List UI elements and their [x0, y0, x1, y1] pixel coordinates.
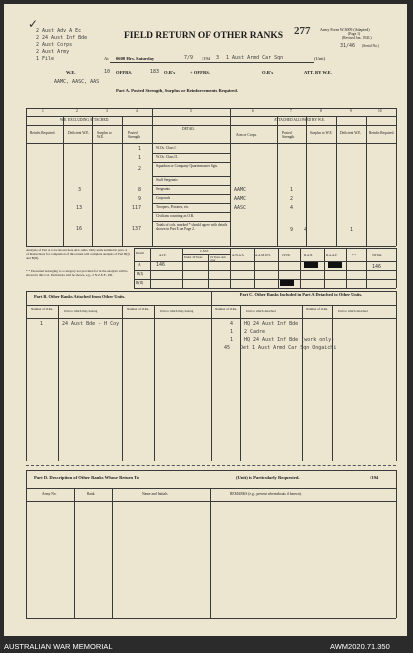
redaction-block-1	[304, 262, 318, 268]
left-col-deficient: Deficient W.E.	[68, 131, 90, 135]
right-col-posted: Posted Strength.	[282, 131, 296, 139]
pb-col-unit-1: Unit to which they belong	[64, 309, 98, 313]
revised-label: (Revised Jan. 1943.)	[342, 36, 372, 40]
addressee-2: 2 24 Aust Inf Bde	[36, 35, 88, 41]
tear-line	[26, 465, 396, 466]
pd-col-rank: Rank	[87, 492, 95, 496]
detail-sqms: Squadron or Company Quartermaster Sgts.	[156, 164, 218, 168]
posted-tprs: 117	[132, 205, 142, 211]
an-col-detail: Detail	[136, 251, 144, 255]
detail-totals: Totals of cols. marked * should agree with details shown in Part E on Page 2.	[156, 223, 228, 231]
pb-row-no: 1	[40, 321, 44, 327]
pd-col-name: Name and Initials	[142, 492, 168, 496]
part-d-title: Part D. Description of Other Ranks Whose Return To	[34, 475, 140, 480]
pb-col-no-2: Number of O.Rs.	[127, 307, 149, 311]
unit-name-typed: 1 Aust Armd Car Sqn	[226, 55, 284, 61]
stamp-number: 277	[294, 25, 311, 37]
an-col-aamws: A.A.M.W.S.	[255, 253, 271, 257]
col-num-8: 8	[320, 109, 322, 113]
pd-col-remarks: REMARKS (e.g., present whereabouts if known).	[230, 492, 302, 496]
we-excl-header: W.E. EXCLUDING ATTACHED.	[60, 118, 110, 122]
we-sgt: 3	[78, 187, 82, 193]
pd-col-armyno: Army No.	[42, 492, 57, 496]
pc-row-2-unit: 2 Cadre	[244, 329, 266, 335]
an-cmf: C.M.F.	[200, 249, 209, 253]
date-typed: 7/9	[184, 55, 194, 61]
pb-col-unit-2: Unit to which they belong	[160, 309, 194, 313]
at-label: At	[104, 56, 109, 61]
col-num-1: 1	[42, 109, 44, 113]
right-col-reinfts: Reinfts Required.	[369, 131, 395, 135]
pb-col-no-1: Number of O.Rs.	[31, 307, 53, 311]
an-col-aif: A.I.F.	[159, 253, 167, 257]
pb-row-unit: 24 Aust Bde - H Coy	[62, 321, 120, 327]
we-totals: 16	[76, 226, 83, 232]
posted-sgt: 8	[138, 187, 142, 193]
hrs-label: 0600 Hrs. Saturday	[116, 56, 155, 61]
detail-sgt: Sergeants	[156, 187, 170, 191]
left-col-posted: Posted Strength	[128, 131, 141, 139]
left-col-surplus: Surplus to W.E.	[97, 131, 112, 139]
detail-header: DETAIL	[182, 127, 195, 131]
pc-row-3-no: 1	[230, 337, 234, 343]
pc-row-4-no: 45	[224, 345, 231, 351]
footer-left: AUSTRALIAN WAR MEMORIAL	[4, 642, 113, 651]
an-col-total: TOTAL	[372, 253, 383, 257]
analysis-note-2: * * Personnel belonging to a category not provided for in the analysis will be shown in this Col. Particulars will be shown, e.g., 2 N.Z.E.F., P.R.	[26, 269, 128, 277]
pc-row-4-unit: Det 1 Aust Armd Car Sqn Ongaichi	[240, 345, 337, 351]
an-col-awas: A.W.A.S.	[232, 253, 245, 257]
col-num-4: 4	[136, 109, 138, 113]
att-allowed-header: ATTACHED ALLOWED BY W.E.	[274, 118, 325, 122]
ors2-label: O.R's	[262, 70, 274, 75]
right-col-arm: Arm or Corps.	[236, 133, 257, 137]
right-col-surplus: Surplus to W.E.	[310, 131, 333, 135]
pc-col-unit-1: Unit to which detached	[246, 309, 276, 313]
att-posted-1: 1	[290, 187, 294, 193]
we-tprs: 13	[76, 205, 83, 211]
an-col-ran: R.A.N.	[304, 253, 314, 257]
left-col-reinfts: Reinfts Required.	[30, 131, 56, 135]
att-deficient-5: 1	[350, 227, 354, 233]
detail-civ: Civilians counting as O.R.	[156, 214, 195, 218]
part-b-title: Part B. Other Ranks Attached from Other Units.	[34, 294, 126, 299]
detail-cpl: Corporals	[156, 196, 171, 200]
part-d-date: /194	[370, 475, 379, 480]
col-num-2: 2	[76, 109, 78, 113]
an-row-b2: B(II)	[136, 281, 144, 285]
we-ors-typed: 183	[150, 69, 160, 75]
we-offrs-typed: 10	[104, 69, 111, 75]
detail-tprs: Troopers, Privates, etc.	[156, 205, 190, 209]
we-label: W.E.	[66, 70, 76, 75]
an-row-b1: B(I)	[137, 272, 143, 276]
col-num-9: 9	[350, 109, 352, 113]
col-num-5: 5	[190, 109, 192, 113]
col-num-3: 3	[106, 109, 108, 113]
an-col-star: * *	[352, 253, 356, 257]
posted-sqms: 2	[138, 166, 142, 172]
att-posted-2: 2	[290, 196, 294, 202]
pc-col-no-1: Number of O.Rs.	[215, 307, 237, 311]
addressee-3: 2 Aust Corps	[36, 42, 73, 48]
addressee-4: 2 Aust Army	[36, 49, 70, 55]
right-col-deficient: Deficient W.E.	[340, 131, 362, 135]
posted-wo1: 1	[138, 146, 142, 152]
ors-label: O.R's	[164, 70, 176, 75]
att-arm-1: AAMC	[234, 187, 247, 193]
an-row-a: A	[138, 263, 141, 267]
pc-row-2-no: 1	[230, 329, 234, 335]
redaction-block-3	[280, 280, 294, 286]
serial-number: 31/46	[340, 43, 356, 49]
pc-row-1-no: 4	[230, 321, 234, 327]
unit-label: (Unit)	[314, 56, 326, 61]
redaction-block-2	[328, 262, 342, 268]
serial-label: (Serial No.)	[362, 44, 379, 48]
addressee-5: 1 File	[36, 56, 55, 62]
part-c-title: Part C. Other Ranks Included in Part A Detached to Other Units.	[239, 292, 363, 297]
att-posted-3: 4	[290, 205, 294, 211]
year-label: /194	[202, 56, 211, 61]
an-col-under19: Under 19 Years	[184, 255, 203, 259]
col-num-6: 6	[252, 109, 254, 113]
form-title: FIELD RETURN OF OTHER RANKS	[124, 31, 284, 41]
pc-col-unit-2: Unit to which detached	[338, 309, 368, 313]
footer-right: AWM2020.71.350	[330, 642, 390, 651]
att-label: ATT. BY W.E.	[304, 70, 332, 75]
year-typed: 3	[216, 55, 220, 61]
detail-wo1: W.Os. Class I.	[156, 146, 177, 150]
part-a-title: Part A. Posted Strength, Surplus or Reinforcements Required.	[116, 88, 238, 93]
pc-col-no-2: Number of O.Rs.	[306, 307, 328, 311]
col-num-7: 7	[290, 109, 292, 113]
offrs-label: OFFRS.	[116, 70, 133, 75]
att-arm-3: AASC	[234, 205, 247, 211]
pc-row-3-unit: HQ 24 Aust Inf Bde (work only)	[244, 337, 335, 343]
analysis-note-1: Analysis of Part A to be shown here ALL units. Only units entitled in para. 4 of Instructions for completion of this return will complete analysis of Part B(I) and B(II).	[26, 248, 130, 260]
an-col-raaf: R.A.A.F.	[326, 253, 338, 257]
form-paper	[4, 4, 407, 636]
posted-cpl: 9	[138, 196, 142, 202]
an-total-value: 146	[372, 264, 382, 270]
att-surplus-4: 4	[304, 227, 308, 233]
posted-wo2: 1	[138, 155, 142, 161]
attached-typed: AAMC, AASC, AAS	[54, 79, 100, 85]
pc-row-1-unit: HQ 24 Aust Inf Bde	[244, 321, 299, 327]
army-form-label: Army Form W.3009 (Adapted)	[320, 27, 370, 32]
an-col-19over: 19 Years and over	[210, 255, 226, 262]
an-col-civil: CIVIL	[282, 253, 291, 257]
detail-ssgt: Staff Sergeants	[156, 178, 178, 182]
att-posted-4: 9	[290, 227, 294, 233]
att-arm-2: AAMC	[234, 196, 247, 202]
col-num-10: 10	[378, 109, 382, 113]
page-label: (Page 1)	[348, 32, 361, 36]
plus-offrs-label: + OFFRS.	[190, 70, 210, 75]
part-d-unit: (Unit) is Particularly Requested.	[236, 475, 300, 480]
an-aif-value: 146	[156, 262, 166, 268]
detail-wo2: W.Os. Class II.	[156, 155, 178, 159]
check-mark-icon: ✓	[28, 17, 39, 31]
addressee-1: 2 Aust Adv A Ec	[36, 28, 82, 34]
posted-totals: 137	[132, 226, 142, 232]
